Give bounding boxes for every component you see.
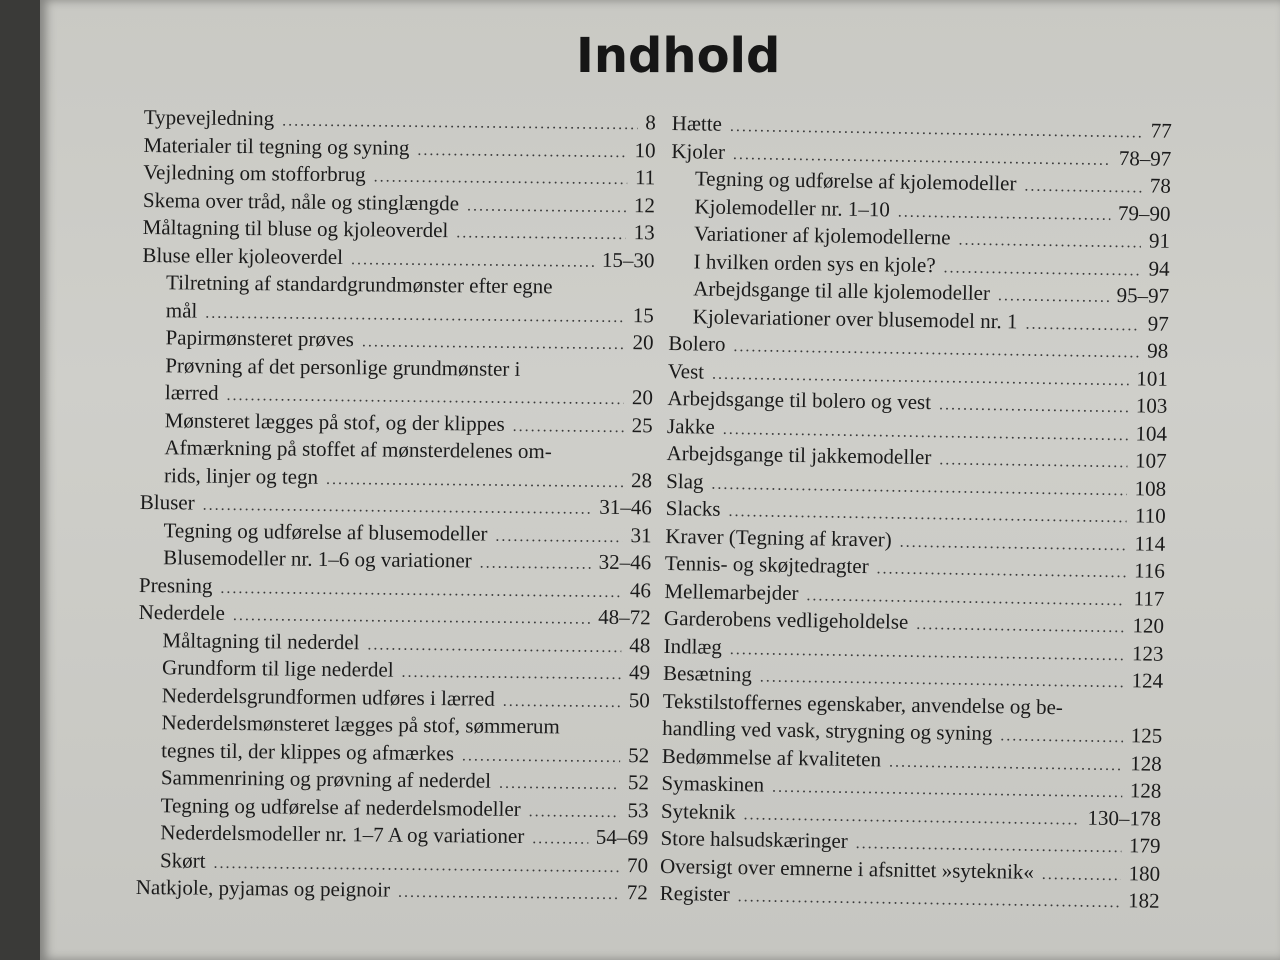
leader-dots: [503, 687, 621, 716]
toc-entry-title: Tegning og udførelse af blusemodeller: [163, 517, 488, 546]
toc-entry-title: Grundform til lige nederdel: [161, 655, 394, 682]
toc-entry-title-line: Prøvning af det personlige grundmønster i: [165, 352, 521, 381]
toc-entry-title: Måltagning til nederdel: [162, 627, 360, 654]
toc-entry-page: 8: [645, 110, 656, 135]
toc-entry-page: 78–97: [1118, 145, 1172, 171]
toc-entry-title: Garderobens vedligeholdelse: [663, 605, 909, 634]
leader-dots: [499, 770, 620, 799]
toc-entry-title-line: Nederdelsmønsteret lægges på stof, sømmerum: [161, 710, 560, 739]
toc-entry-page: 98: [1147, 338, 1169, 363]
toc-entry-title: Kraver (Tegning af kraver): [665, 523, 892, 552]
toc-entry-title: Besætning: [662, 660, 753, 687]
toc-entry-page: 10: [634, 137, 656, 162]
toc-entry-title-line: Tekstilstoffernes egenskaber, anvendelse og be-: [662, 688, 1064, 719]
toc-entry-page: 182: [1127, 888, 1160, 913]
toc-entry-page: 94: [1148, 256, 1170, 281]
toc-entry-title: Vest: [667, 358, 705, 384]
toc-entry-title: Tennis- og skøjtedragter: [664, 550, 869, 579]
toc-entry-page: 52: [628, 742, 650, 767]
leader-dots: [1000, 722, 1123, 751]
toc-column-right: [659, 110, 1171, 915]
toc-entry-title: Presning: [138, 572, 213, 598]
leader-dots: [900, 528, 1127, 559]
toc-entry-title: Kjolemodeller nr. 1–10: [694, 193, 891, 221]
toc-entry-page: 72: [626, 880, 648, 905]
leader-dots: [916, 611, 1125, 642]
toc-entry-page: 125: [1130, 723, 1163, 748]
toc-entry-page: 48–72: [598, 604, 651, 630]
toc-entry-title: I hvilken orden sys en kjole?: [693, 248, 936, 277]
toc-entry-page: 128: [1129, 778, 1162, 803]
toc-entry-page: 52: [627, 770, 650, 795]
toc-entry-title: Variationer af kjolemodellerne: [693, 221, 951, 250]
toc-entry-page: 28: [630, 467, 653, 492]
leader-dots: [367, 631, 621, 661]
toc-entry-title: Nederdelsmodeller nr. 1–7 A og variationer: [160, 820, 525, 849]
leader-dots: [889, 748, 1123, 779]
toc-entry-title: Nederdele: [138, 599, 226, 625]
toc-entry-title: Bluse eller kjoleoverdel: [142, 242, 344, 269]
toc-entry-title: Syteknik: [660, 798, 736, 824]
toc-entry-page: 107: [1134, 448, 1167, 473]
toc-entry-page: 110: [1134, 503, 1166, 528]
toc-entry-page: 70: [626, 852, 649, 877]
toc-entry-title: Bedømmelse af kvaliteten: [661, 743, 882, 771]
toc-entry-title: Kjolevariationer over blusemodel nr. 1: [692, 303, 1018, 333]
toc-entry-title: Skørt: [159, 847, 206, 873]
toc-entry-title: Arbejdsgange til alle kjolemodeller: [693, 276, 991, 306]
toc-entry-page: 20: [631, 385, 654, 410]
toc-entry-page: 116: [1133, 558, 1166, 583]
leader-dots: [456, 219, 626, 248]
leader-dots: [417, 136, 626, 166]
toc-entry-title: lærred: [164, 380, 219, 405]
toc-entry-page: 180: [1128, 860, 1161, 886]
toc-entry-page: 46: [629, 577, 652, 602]
toc-entry-title: Natkjole, pyjamas og peignoir: [135, 874, 391, 902]
toc-entry-page: 11: [634, 165, 656, 190]
leader-dots: [467, 192, 626, 221]
toc-entry-page: 91: [1148, 228, 1171, 253]
toc-entry: [140, 461, 652, 494]
toc-entry-title: Arbejdsgange til bolero og vest: [667, 385, 932, 415]
toc-entry-title: Hætte: [671, 110, 723, 136]
page-title: Indhold: [576, 28, 781, 84]
toc-entry-title: Materialer til tegning og syning: [143, 132, 410, 160]
leader-dots: [532, 825, 588, 853]
leader-dots: [958, 227, 1141, 257]
toc-entry-page: 13: [633, 220, 655, 245]
toc-entry-page: 50: [628, 687, 650, 712]
toc-entry-title: Vejledning om stofforbrug: [143, 159, 366, 187]
toc-entry-title: Tegning og udførelse af kjolemodeller: [694, 166, 1017, 196]
toc-entry-page: 120: [1132, 613, 1165, 638]
toc-column-left: [136, 104, 656, 907]
toc-entry-title: Bolero: [668, 330, 726, 356]
toc-entry-title: Skema over tråd, nåle og stinglængde: [142, 187, 460, 215]
toc-entry-title: Tegning og udførelse af nederdelsmodeller: [160, 792, 521, 821]
toc-entry-page: 53: [627, 797, 649, 822]
toc-entry-page: 12: [633, 192, 656, 217]
toc-entry-title: Nederdelsgrundformen udføres i lærred: [161, 682, 495, 711]
toc-entry-title-line: Afmærkning på stoffet af mønsterdelenes om-: [164, 435, 552, 464]
toc-entry-page: 124: [1131, 668, 1164, 693]
leader-dots: [876, 555, 1126, 586]
toc-entry-title: tegnes til, der klippes og afmærkes: [161, 737, 455, 765]
toc-entry-title: Kjoler: [671, 138, 726, 164]
leader-dots: [737, 883, 1120, 917]
toc-entry-page: 101: [1136, 365, 1169, 391]
toc-entry-page: 103: [1135, 393, 1168, 418]
toc-entry-page: 78: [1149, 173, 1172, 198]
toc-entry-page: 128: [1130, 750, 1162, 776]
toc-entry-title: Mellemarbejder: [664, 578, 799, 605]
toc-entry-title: Slacks: [665, 495, 721, 521]
toc-entry-title: Indlæg: [663, 633, 723, 659]
toc-entry-title: Typevejledning: [143, 104, 275, 131]
toc-entry-title: Jakke: [666, 413, 716, 439]
toc-entry-title: Bluser: [139, 489, 195, 515]
leader-dots: [480, 550, 591, 579]
toc-entry-title: mål: [165, 297, 198, 323]
toc-entry-page: 123: [1131, 640, 1164, 666]
leader-dots: [1042, 860, 1121, 889]
toc-entry-title: Register: [659, 880, 730, 907]
toc-entry-page: 31–46: [599, 494, 652, 520]
leader-dots: [1024, 173, 1142, 202]
leader-dots: [326, 465, 623, 496]
toc-entry-title-line: Tilretning af standardgrundmønster efter egne: [166, 270, 553, 299]
leader-dots: [220, 574, 622, 606]
toc-entry-page: 49: [628, 660, 651, 685]
toc-entry-page: 15: [632, 302, 654, 327]
toc-entry-page: 117: [1133, 585, 1165, 611]
leader-dots: [513, 412, 624, 441]
leader-dots: [495, 522, 622, 551]
toc-entry-page: 32–46: [598, 549, 652, 575]
toc-entry-page: 79–90: [1117, 200, 1171, 226]
toc-entry-page: 130–178: [1087, 805, 1162, 831]
toc-entry-title: Arbejdsgange til jakkemodeller: [666, 440, 932, 470]
leader-dots: [1025, 310, 1140, 339]
leader-dots: [398, 879, 619, 909]
toc-entry-title: rids, linjer og tegn: [163, 462, 319, 489]
toc-entry-page: 95–97: [1116, 283, 1170, 308]
toc-entry-title: handling ved vask, strygning og syning: [662, 715, 993, 746]
book-page: [40, 0, 1280, 960]
toc-entry-page: 97: [1147, 310, 1169, 336]
toc-entry-page: 54–69: [595, 824, 649, 850]
toc-entry-title: Slag: [665, 468, 704, 494]
leader-dots: [939, 446, 1127, 476]
toc-entry-page: 20: [632, 330, 654, 355]
toc-entry-page: 108: [1134, 475, 1167, 501]
toc-entry-title: Sammenrining og prøvning af nederdel: [160, 765, 492, 793]
toc-entry-title: Papirmønsteret prøves: [165, 325, 355, 352]
toc-entry-title: Mønsteret lægges på stof, og der klippes: [164, 407, 505, 436]
leader-dots: [939, 391, 1128, 421]
toc-entry-page: 31: [630, 522, 652, 547]
toc-entry-title: Oversigt over emnerne i afsnittet »syteknik«: [659, 853, 1035, 884]
toc-entry-page: 48: [629, 632, 651, 657]
toc-entry-page: 77: [1150, 118, 1172, 143]
toc-entry-page: 179: [1128, 833, 1161, 858]
toc-entry-page: 114: [1134, 530, 1166, 556]
toc-entry-title: Måltagning til bluse og kjoleoverdel: [142, 214, 449, 243]
toc-entry-page: 15–30: [601, 247, 655, 272]
toc-entry-title: Store halsudskæringer: [660, 825, 848, 853]
toc-entry-page: 25: [631, 412, 653, 437]
leader-dots: [529, 798, 620, 826]
toc-entry-title: Blusemodeller nr. 1–6 og variationer: [163, 545, 472, 573]
toc-entry-page: 104: [1135, 420, 1168, 446]
toc-entry-title: Symaskinen: [661, 770, 765, 797]
